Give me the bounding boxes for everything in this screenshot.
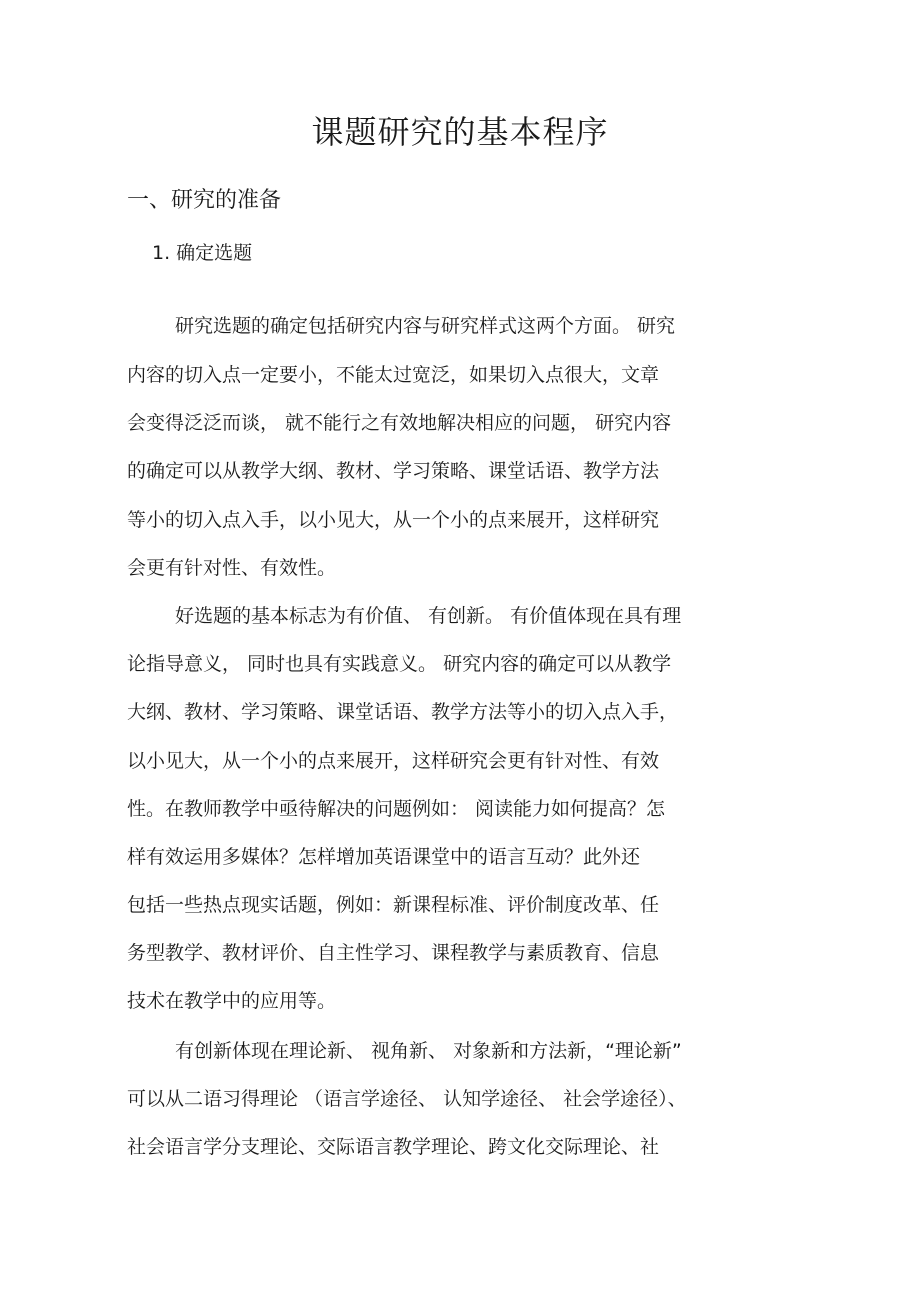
paragraph-2-line-9: 技术在教学中的应用等。 xyxy=(127,990,337,1012)
paragraph-3-line-3: 社会语言学分支理论、交际语言教学理论、跨文化交际理论、社 xyxy=(127,1136,660,1158)
subsection-heading: 1. 确定选题 xyxy=(152,242,253,264)
paragraph-3-line-1: 有创新体现在理论新、 视角新、 对象新和方法新，“理论新” xyxy=(175,1040,682,1062)
paragraph-2-line-5: 性。在教师教学中亟待解决的问题例如： 阅读能力如何提高？怎 xyxy=(127,798,666,820)
paragraph-2-line-8: 务型教学、教材评价、自主性学习、课程教学与素质教育、信息 xyxy=(127,942,660,964)
paragraph-1-line-3: 会变得泛泛而谈， 就不能行之有效地解决相应的问题， 研究内容 xyxy=(127,412,672,434)
paragraph-2-line-2: 论指导意义， 同时也具有实践意义。 研究内容的确定可以从教学 xyxy=(127,653,672,675)
paragraph-2-line-6: 样有效运用多媒体？怎样增加英语课堂中的语言互动？此外还 xyxy=(127,846,641,868)
paragraph-2-line-1: 好选题的基本标志为有价值、 有创新。 有价值体现在具有理 xyxy=(175,605,682,627)
paragraph-2-line-4: 以小见大，从一个小的点来展开，这样研究会更有针对性、有效 xyxy=(127,750,660,772)
section-heading: 一、研究的准备 xyxy=(127,188,282,213)
paragraph-1-line-1: 研究选题的确定包括研究内容与研究样式这两个方面。 研究 xyxy=(175,315,676,337)
paragraph-1-line-6: 会更有针对性、有效性。 xyxy=(127,557,337,579)
document-title: 课题研究的基本程序 xyxy=(311,113,609,151)
paragraph-3-line-2: 可以从二语习得理论 （语言学途径、 认知学途径、 社会学途径）、 xyxy=(127,1088,687,1110)
paragraph-2-line-7: 包括一些热点现实话题，例如：新课程标准、评价制度改革、任 xyxy=(127,894,660,916)
paragraph-1-line-5: 等小的切入点入手，以小见大，从一个小的点来展开，这样研究 xyxy=(127,509,660,531)
paragraph-2-line-3: 大纲、教材、学习策略、课堂话语、教学方法等小的切入点入手， xyxy=(127,701,679,723)
paragraph-1-line-4: 的确定可以从教学大纲、教材、学习策略、课堂话语、教学方法 xyxy=(127,460,660,482)
paragraph-1-line-2: 内容的切入点一定要小，不能太过宽泛，如果切入点很大，文章 xyxy=(127,364,660,386)
